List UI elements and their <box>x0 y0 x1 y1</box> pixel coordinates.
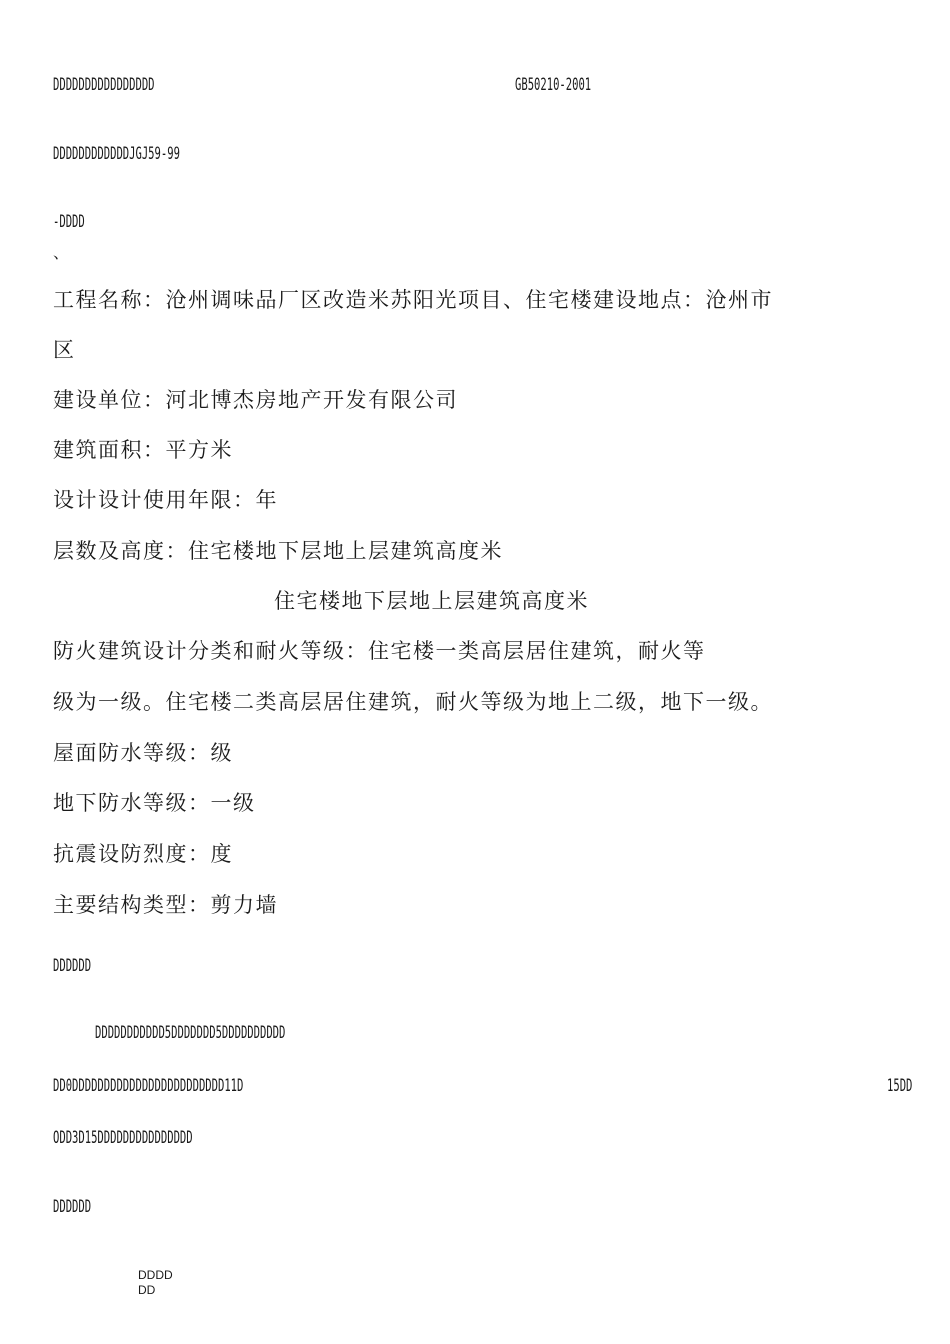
comma-mark: 、 <box>53 243 71 262</box>
section3-heading: DDDDDD <box>53 1197 92 1217</box>
section3-small-line1: DDDD <box>138 1268 173 1282</box>
fire-line2: 级为一级。住宅楼二类高层居住建筑，耐火等级为地上二级，地下一级。 <box>53 690 773 714</box>
header-code-left: DDDDDDDDDDDDDDDD <box>53 75 155 95</box>
section2-line2-left: DD0DDDDDDDDDDDDDDDDDDDDDDDD11D <box>53 1076 244 1096</box>
section-mark: -DDDD <box>53 212 85 232</box>
area-line: 建筑面积：平方米 <box>53 438 233 462</box>
structure-line: 主要结构类型：剪力墙 <box>53 893 278 917</box>
underground-waterproof-line: 地下防水等级：一级 <box>53 791 256 815</box>
section2-line2-right: 15DD <box>887 1076 913 1096</box>
floors-line2: 住宅楼地下层地上层建筑高度米 <box>274 589 589 613</box>
section2-line1: DDDDDDDDDDD5DDDDDDD5DDDDDDDDDD <box>95 1023 286 1043</box>
seismic-line: 抗震设防烈度：度 <box>53 842 233 866</box>
builder-line: 建设单位：河北博杰房地产开发有限公司 <box>53 388 458 412</box>
section2-heading: DDDDDD <box>53 956 92 976</box>
section3-small-line2: DD <box>138 1283 156 1297</box>
design-life-line: 设计设计使用年限：年 <box>53 488 278 512</box>
header-second-line: DDDDDDDDDDDDJGJ59-99 <box>53 144 180 164</box>
project-name-line1: 工程名称：沧州调味品厂区改造米苏阳光项目、住宅楼建设地点：沧州市 <box>53 288 773 312</box>
header-code-right: GB50210-2001 <box>515 75 592 95</box>
floors-line1: 层数及高度：住宅楼地下层地上层建筑高度米 <box>53 539 503 563</box>
project-name-line2: 区 <box>53 338 76 362</box>
roof-waterproof-line: 屋面防水等级：级 <box>53 741 233 765</box>
section2-line3: ODD3D15DDDDDDDDDDDDDDD <box>53 1128 193 1148</box>
fire-line1: 防火建筑设计分类和耐火等级：住宅楼一类高层居住建筑，耐火等 <box>53 639 706 663</box>
